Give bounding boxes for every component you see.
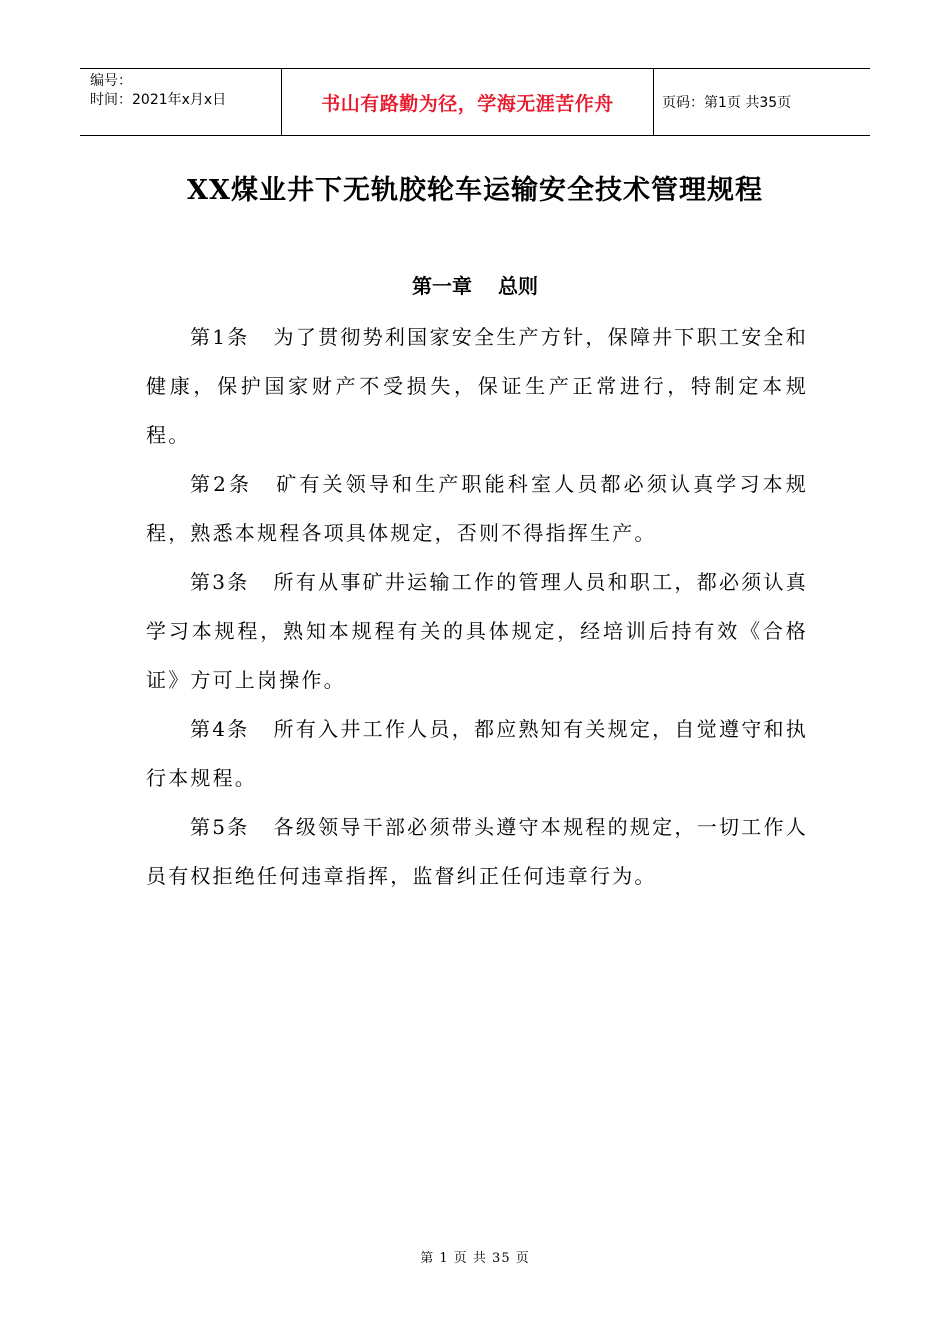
article-paragraph [146,803,808,901]
document-title: XX煤业井下无轨胶轮车运输安全技术管理规程 [187,175,763,206]
article-label: 第1条 [190,325,250,349]
number-label: 编号： [90,73,132,89]
header-motto: 书山有路勤为径，学海无涯苦作舟 [282,69,654,135]
document-body [146,313,808,901]
article-label: 第4条 [190,717,250,741]
article-text: 所有从事矿井运输工作的管理人员和职工，都必须认真学习本规程，熟知本规程有关的具体规定，经培训后持有效《合格证》方可上岗操作。 [146,570,808,692]
article-text: 为了贯彻势利国家安全生产方针，保障井下职工安全和健康，保护国家财产不受损失，保证生产正常进行，特制定本规程。 [146,325,808,447]
chapter-heading [0,270,950,299]
article-label: 第3条 [190,570,250,594]
article-label: 第2条 [190,472,253,496]
article-paragraph [146,558,808,705]
article-text: 所有入井工作人员，都应熟知有关规定，自觉遵守和执行本规程。 [146,717,808,790]
chapter-name: 总则 [498,274,538,298]
chapter-number: 第一章 [412,274,472,298]
article-label: 第5条 [190,815,250,839]
time-label: 时间：2021年x月x日 [90,92,227,108]
article-text: 矿有关领导和生产职能科室人员都必须认真学习本规程，熟悉本规程各项具体规定，否则不得指挥生产。 [146,472,808,545]
article-text: 各级领导干部必须带头遵守本规程的规定，一切工作人员有权拒绝任何违章指挥，监督纠正任何违章行为。 [146,815,808,888]
article-paragraph [146,313,808,460]
header-meta [80,69,282,135]
article-paragraph [146,705,808,803]
article-paragraph [146,460,808,558]
page-header [80,68,870,136]
page-footer: 第 1 页 共 35 页 [420,1251,530,1266]
header-page-info: 页码：第1页 共35页 [662,95,792,111]
